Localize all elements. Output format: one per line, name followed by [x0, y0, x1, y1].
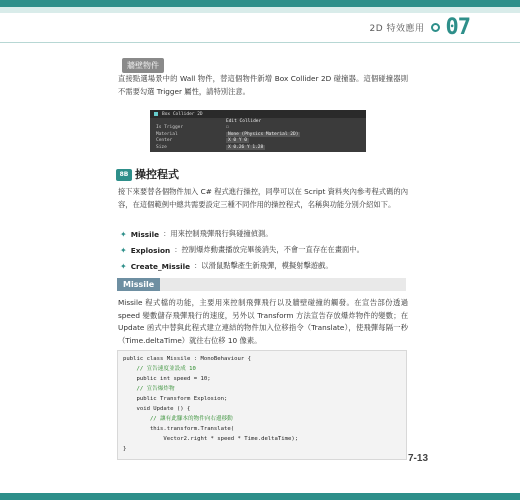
- top-light-band: [0, 7, 520, 13]
- code-line: public class Missile : MonoBehaviour {: [123, 356, 251, 362]
- code-line: public Transform Explosion;: [123, 396, 228, 402]
- inspector-key: Material: [156, 131, 178, 137]
- code-line: Vector2.right * speed * Time.deltaTime);: [123, 436, 299, 442]
- wall-section-tag: 牆壁物件: [122, 58, 164, 73]
- inspector-header: [150, 110, 366, 118]
- chapter-number: 07: [445, 14, 470, 40]
- list-item: ✦ Missile ：用來控制飛彈飛行與碰撞偵測。: [120, 229, 273, 239]
- edit-collider-label: Edit Collider: [226, 118, 262, 124]
- chapter-dot-icon: [431, 23, 440, 32]
- enabled-checkbox-icon: [154, 112, 158, 116]
- chapter-header: [369, 14, 470, 40]
- bullet-diamond-icon: ✦: [120, 229, 127, 239]
- component-title: Box Collider 2D: [162, 111, 203, 117]
- wall-paragraph: 直接點選場景中的 Wall 物件，替這個物件新增 Box Collider 2D 碰撞器。這個碰撞器則不需要勾選 Trigger 屬性，請特別注意。: [118, 74, 408, 96]
- list-item: ✦ Explosion ：控制爆炸動畫播放完畢後消失，不會一直存在在畫面中。: [120, 245, 364, 255]
- inspector-key: Is Trigger: [156, 125, 184, 131]
- inspector-key: Center: [156, 138, 173, 144]
- code-line: public int speed = 10;: [123, 376, 211, 382]
- unity-inspector-screenshot: [150, 110, 366, 152]
- inspector-value: X 0.26 Y 1.28: [228, 144, 264, 150]
- header-rule: [0, 42, 520, 43]
- bullet-diamond-icon: ✦: [120, 261, 127, 271]
- top-accent-bar: [0, 0, 520, 7]
- missile-section-label: Missile: [117, 278, 160, 291]
- bottom-accent-bar: [0, 493, 520, 500]
- inspector-value: X 0 Y 0: [228, 138, 247, 144]
- code-line: }: [123, 446, 127, 452]
- script-paragraph: 接下來要替各個物件加入 C# 程式進行操控，同學可以在 Script 資料夾內參考程式碼的內容，在這個範例中總共需要設定三種不同作用的操控程式，名稱與功能分別介紹如下。: [118, 187, 408, 209]
- inspector-row: [150, 144, 366, 151]
- chapter-title: 2D 特效應用: [369, 23, 425, 34]
- missile-paragraph: Missile 程式檔的功能，主要用來控制飛彈飛行以及牆壁碰撞的觸發。在宣告部份透過 speed 變數儲存飛彈飛行的速度，另外以 Transform 方法宣告存放爆炸物件的變數；在 Update 函式中替與此程式建立連結的物件加入位移指令（Translate），使飛彈每隔一秒（Time.deltaTime）就往右位移 10 像素。: [118, 298, 408, 345]
- bullet-diamond-icon: ✦: [120, 245, 127, 255]
- code-line: // 宣告爆炸物: [123, 386, 175, 392]
- code-block: [117, 350, 407, 460]
- inspector-value: None (Physics Material 2D): [228, 131, 299, 137]
- section-title: 操控程式: [135, 168, 179, 181]
- missile-section-bar: [117, 278, 406, 291]
- code-line: void Update () {: [123, 406, 191, 412]
- inspector-value: ☐: [226, 125, 229, 131]
- inspector-key: Size: [156, 144, 167, 150]
- page-number: 7-13: [407, 453, 428, 464]
- code-line: // 讓有此腳本的物件向右邊移動: [123, 416, 233, 422]
- code-line: // 宣告速度並設成 10: [123, 366, 196, 372]
- code-line: this.transform.Translate(: [123, 426, 235, 432]
- list-item: ✦ Create_Missile ：以滑鼠點擊產生新飛彈，模擬射擊遊戲。: [120, 261, 333, 271]
- section-number-icon: 8B: [116, 169, 132, 181]
